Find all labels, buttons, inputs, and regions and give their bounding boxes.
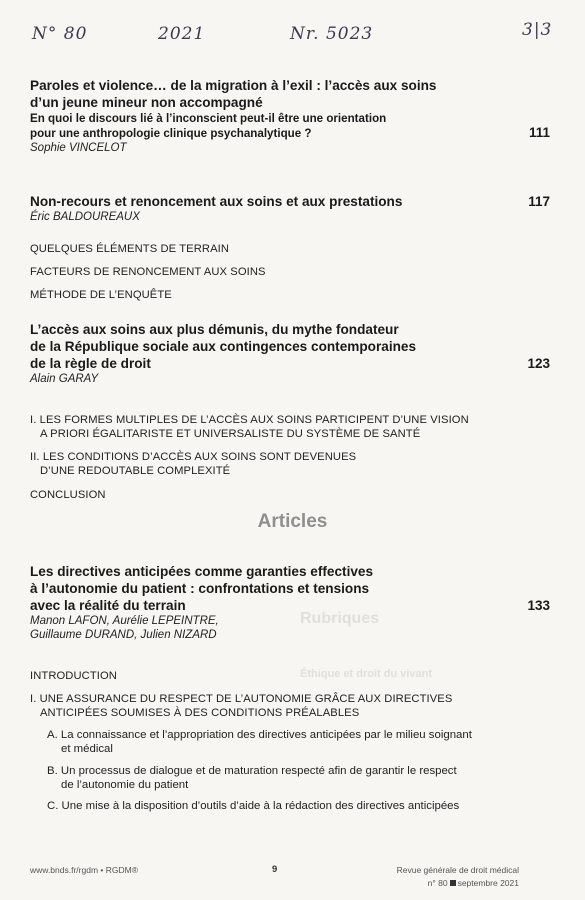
bleed-rubriques: Rubriques [300,610,380,627]
entry-title [30,321,550,372]
section-item: CONCLUSION [30,489,106,501]
section-item: INTRODUCTION [30,670,117,682]
item-line: I. LES FORMES MULTIPLES DE L’ACCÈS AUX SOINS PARTICIPENT D’UNE VISION [30,414,469,426]
item-line: II. LES CONDITIONS D’ACCÈS AUX SOINS SONT DEVENUES [30,451,357,463]
entry-title [30,563,550,614]
page-number: 117 [528,194,550,209]
page-number: 133 [527,598,550,613]
toc-entry-1 [30,77,550,155]
footer-issue [428,878,519,888]
footer-website: www.bnds.fr/rgdm • RGDM® [30,865,138,875]
item-line: A PRIORI ÉGALITARISTE ET UNIVERSALISTE DU SYSTÈME DE SANTÉ [40,428,421,440]
section-item: FACTEURS DE RENONCEMENT AUX SOINS [30,266,266,278]
item-line: C. Une mise à la disposition d’outils d’aide à la rédaction des directives anticipées [47,800,460,812]
title-line: de la règle de droit [30,356,151,371]
entry-title [30,193,550,210]
handwritten-year: 2021 [158,24,206,44]
section-item: QUELQUES ÉLÉMENTS DE TERRAIN [30,243,230,255]
item-line: A. La connaissance et l’appropriation des directives anticipées par le milieu soignant [47,729,472,741]
toc-entry-2 [30,193,550,224]
article-entry [30,563,550,642]
subtitle-line-wrap [30,126,550,141]
footer-journal: Revue générale de droit médical [396,865,519,875]
author: Guillaume DURAND, Julien NIZARD [30,629,217,641]
entry-subtitle [30,111,550,141]
page-number: 123 [527,356,550,371]
handwritten-number: N° 80 [32,24,88,44]
title-line-wrap [30,597,550,614]
author: Éric BALDOUREAUX [30,211,140,223]
page-number: 111 [528,125,550,140]
section-item [30,450,356,478]
title-line: à l’autonomie du patient : confrontations et tensions [30,581,370,596]
entry-title [30,77,550,111]
handwritten-pages: 3|3 [522,20,553,40]
subsection-item [47,728,472,756]
subtitle-line: En quoi le discours lié à l’inconscient peut-il être une orientation [30,112,387,125]
author: Sophie VINCELOT [30,142,127,154]
section-item [30,413,469,441]
footer-page-number: 9 [272,864,278,875]
issue-date: septembre 2021 [457,878,519,888]
handwritten-reference: Nr. 5023 [290,24,374,44]
item-line: I. UNE ASSURANCE DU RESPECT DE L’AUTONOMIE GRÂCE AUX DIRECTIVES [30,693,453,705]
title-line: Les directives anticipées comme garanties effectives [30,564,374,579]
item-line: B. Un processus de dialogue et de maturation respecté afin de garantir le respect [47,765,457,777]
title-line: Non-recours et renoncement aux soins et aux prestations [30,194,403,209]
subsection-item [47,764,457,792]
author: Manon LAFON, Aurélie LEPEINTRE, [30,615,219,627]
title-line: de la République sociale aux contingences contemporaines [30,339,417,354]
title-line: Paroles et violence… de la migration à l’exil : l’accès aux soins [30,78,437,93]
item-line: D’UNE REDOUTABLE COMPLEXITÉ [40,465,231,477]
toc-entry-3 [30,321,550,386]
issue-number: n° 80 [427,878,448,888]
section-item [30,692,452,720]
item-line: ANTICIPÉES SOUMISES À DES CONDITIONS PRÉALABLES [40,707,360,719]
title-line: L’accès aux soins aux plus démunis, du mythe fondateur [30,322,399,337]
item-line: de l’autonomie du patient [61,779,189,791]
square-bullet-icon [450,880,456,886]
author: Alain GARAY [30,373,99,385]
bleed-ethique: Éthique et droit du vivant [300,668,433,680]
subtitle-line: pour une anthropologie clinique psychanalytique ? [30,127,312,140]
title-line: avec la réalité du terrain [30,598,186,613]
item-line: et médical [61,743,113,755]
section-heading: Articles [257,511,328,532]
section-item: MÉTHODE DE L’ENQUÊTE [30,289,172,301]
title-line-wrap [30,355,550,372]
title-line: d’un jeune mineur non accompagné [30,95,263,110]
subsection-item [47,799,459,813]
